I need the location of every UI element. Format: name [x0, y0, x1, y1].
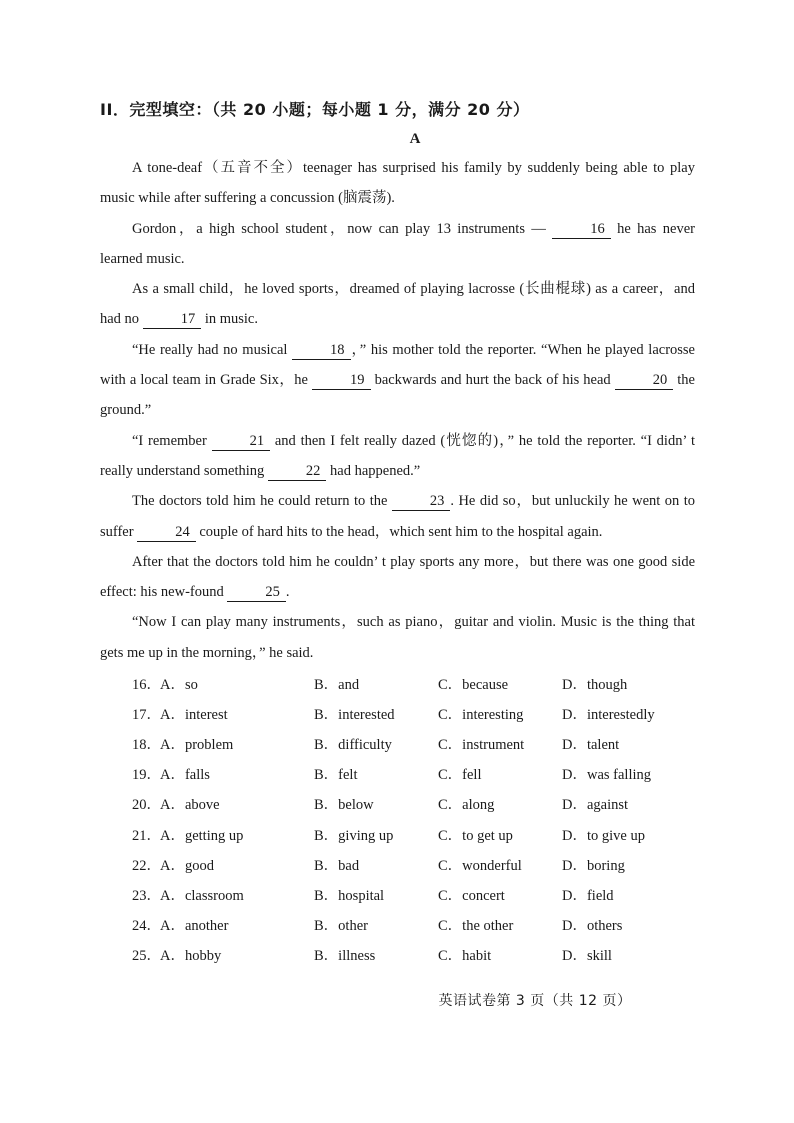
section-title: II．完型填空：（共 20 小题；每小题 1 分，满分 20 分）: [100, 100, 530, 119]
option-d: D．field: [562, 887, 614, 904]
option-c: C．wonderful: [438, 857, 522, 874]
option-d: D．was falling: [562, 767, 651, 784]
paragraph-text: Gordon，a high school student，now can play 13 instruments —: [132, 220, 553, 237]
paragraph: [100, 274, 695, 335]
paragraph: [100, 214, 695, 275]
option-c: C．instrument: [438, 736, 525, 753]
blank-23: 23: [392, 492, 451, 511]
paragraph-text: After that the doctors told him he couldn’ t play sports any more，but there was one good side effect: his new-found: [100, 553, 695, 601]
option-a: A．classroom: [160, 887, 244, 904]
paragraph-text: backwards and hurt the back of his head: [370, 372, 615, 389]
blank-18: 18: [292, 341, 351, 360]
paragraph-text: “He really had no musical: [132, 341, 293, 358]
blank-16: 16: [552, 220, 611, 239]
option-c: C．habit: [438, 948, 492, 965]
option-a: A．interest: [160, 706, 228, 723]
option-a: A．good: [160, 857, 214, 874]
question-number: 19．: [132, 767, 161, 784]
option-a: A．falls: [160, 767, 210, 784]
blank-22: 22: [268, 462, 327, 481]
paragraph-text: As a small child，he loved sports，dreamed of playing lacrosse (长曲棍球) as a career，and had no: [100, 281, 695, 328]
paragraph-text: and then I felt really dazed (恍惚的)，” he told the reporter. “I didn’ t really understand something: [100, 432, 695, 479]
option-b: B．and: [314, 676, 360, 693]
option-d: D．interestedly: [562, 706, 655, 723]
option-c: C．because: [438, 676, 509, 693]
option-a: A．above: [160, 797, 220, 814]
option-b: B．other: [314, 918, 368, 935]
paragraph-text: A tone-deaf（五音不全）teenager has surprised his family by suddenly being able to play music while after suffering a concussion (脑震荡).: [100, 160, 695, 207]
paragraph-text: .: [285, 584, 290, 601]
option-a: A．so: [160, 676, 198, 693]
question-number: 20．: [132, 797, 161, 814]
blank-21: 21: [212, 432, 271, 451]
paragraph: [100, 426, 695, 487]
option-b: B．felt: [314, 767, 358, 784]
question-number: 18．: [132, 736, 161, 753]
question-number: 23．: [132, 887, 161, 904]
option-b: B．interested: [314, 706, 395, 723]
paragraph-text: couple of hard hits to the head，which sent him to the hospital again.: [195, 523, 603, 540]
option-d: D．skill: [562, 948, 612, 965]
blank-20: 20: [615, 371, 674, 390]
option-c: C．fell: [438, 767, 482, 784]
option-c: C．along: [438, 797, 495, 814]
paragraph: [100, 486, 695, 547]
paragraph: [100, 335, 695, 426]
question-number: 16．: [132, 676, 161, 693]
option-c: C．interesting: [438, 706, 524, 723]
option-a: A．problem: [160, 736, 234, 753]
paragraph: [100, 607, 695, 668]
paragraph-text: he has never learned music.: [100, 220, 696, 267]
blank-19: 19: [312, 371, 371, 390]
option-c: C．concert: [438, 887, 505, 904]
question-number: 24．: [132, 918, 161, 935]
option-b: B．hospital: [314, 887, 385, 904]
paragraph-text: . He did so，but unluckily he went on to suffer: [100, 493, 696, 540]
option-a: A．getting up: [160, 827, 244, 844]
option-d: D．to give up: [562, 827, 645, 844]
paragraph-text: the ground.”: [100, 372, 695, 419]
paragraph: [100, 153, 695, 214]
question-number: 25．: [132, 948, 161, 965]
option-a: A．hobby: [160, 948, 222, 965]
paragraph-text: had happened.”: [326, 462, 421, 479]
question-number: 21．: [132, 827, 161, 844]
paragraph-text: “I remember: [132, 432, 212, 449]
option-b: B．giving up: [314, 827, 394, 844]
option-c: C．to get up: [438, 827, 513, 844]
blank-17: 17: [143, 310, 202, 329]
option-d: D．against: [562, 797, 629, 814]
paragraph-text: in music.: [201, 311, 258, 328]
page-footer: 英语试卷第 3 页（共 12 页）: [438, 993, 632, 1009]
passage: [100, 153, 695, 668]
blank-25: 25: [227, 583, 286, 602]
option-a: A．another: [160, 918, 229, 935]
paragraph-text: ，” his mother told the reporter. “When he played lacrosse with a local team in Grade Six，he: [100, 341, 695, 389]
option-d: D．talent: [562, 736, 620, 753]
option-b: B．below: [314, 797, 374, 814]
option-b: B．difficulty: [314, 736, 392, 753]
paragraph: [100, 547, 695, 608]
question-number: 17．: [132, 706, 161, 723]
option-b: B．illness: [314, 948, 376, 965]
option-c: C．the other: [438, 918, 514, 935]
paragraph-text: The doctors told him he could return to the: [132, 493, 392, 510]
option-b: B．bad: [314, 857, 360, 874]
option-d: D．others: [562, 918, 623, 935]
option-d: D．boring: [562, 857, 625, 874]
paragraph-text: “Now I can play many instruments，such as piano，guitar and violin. Music is the thing that gets me up in the morning，” he said.: [100, 614, 695, 661]
passage-title: A: [409, 131, 421, 147]
question-number: 22．: [132, 857, 161, 874]
option-d: D．though: [562, 676, 628, 693]
blank-24: 24: [137, 523, 196, 542]
